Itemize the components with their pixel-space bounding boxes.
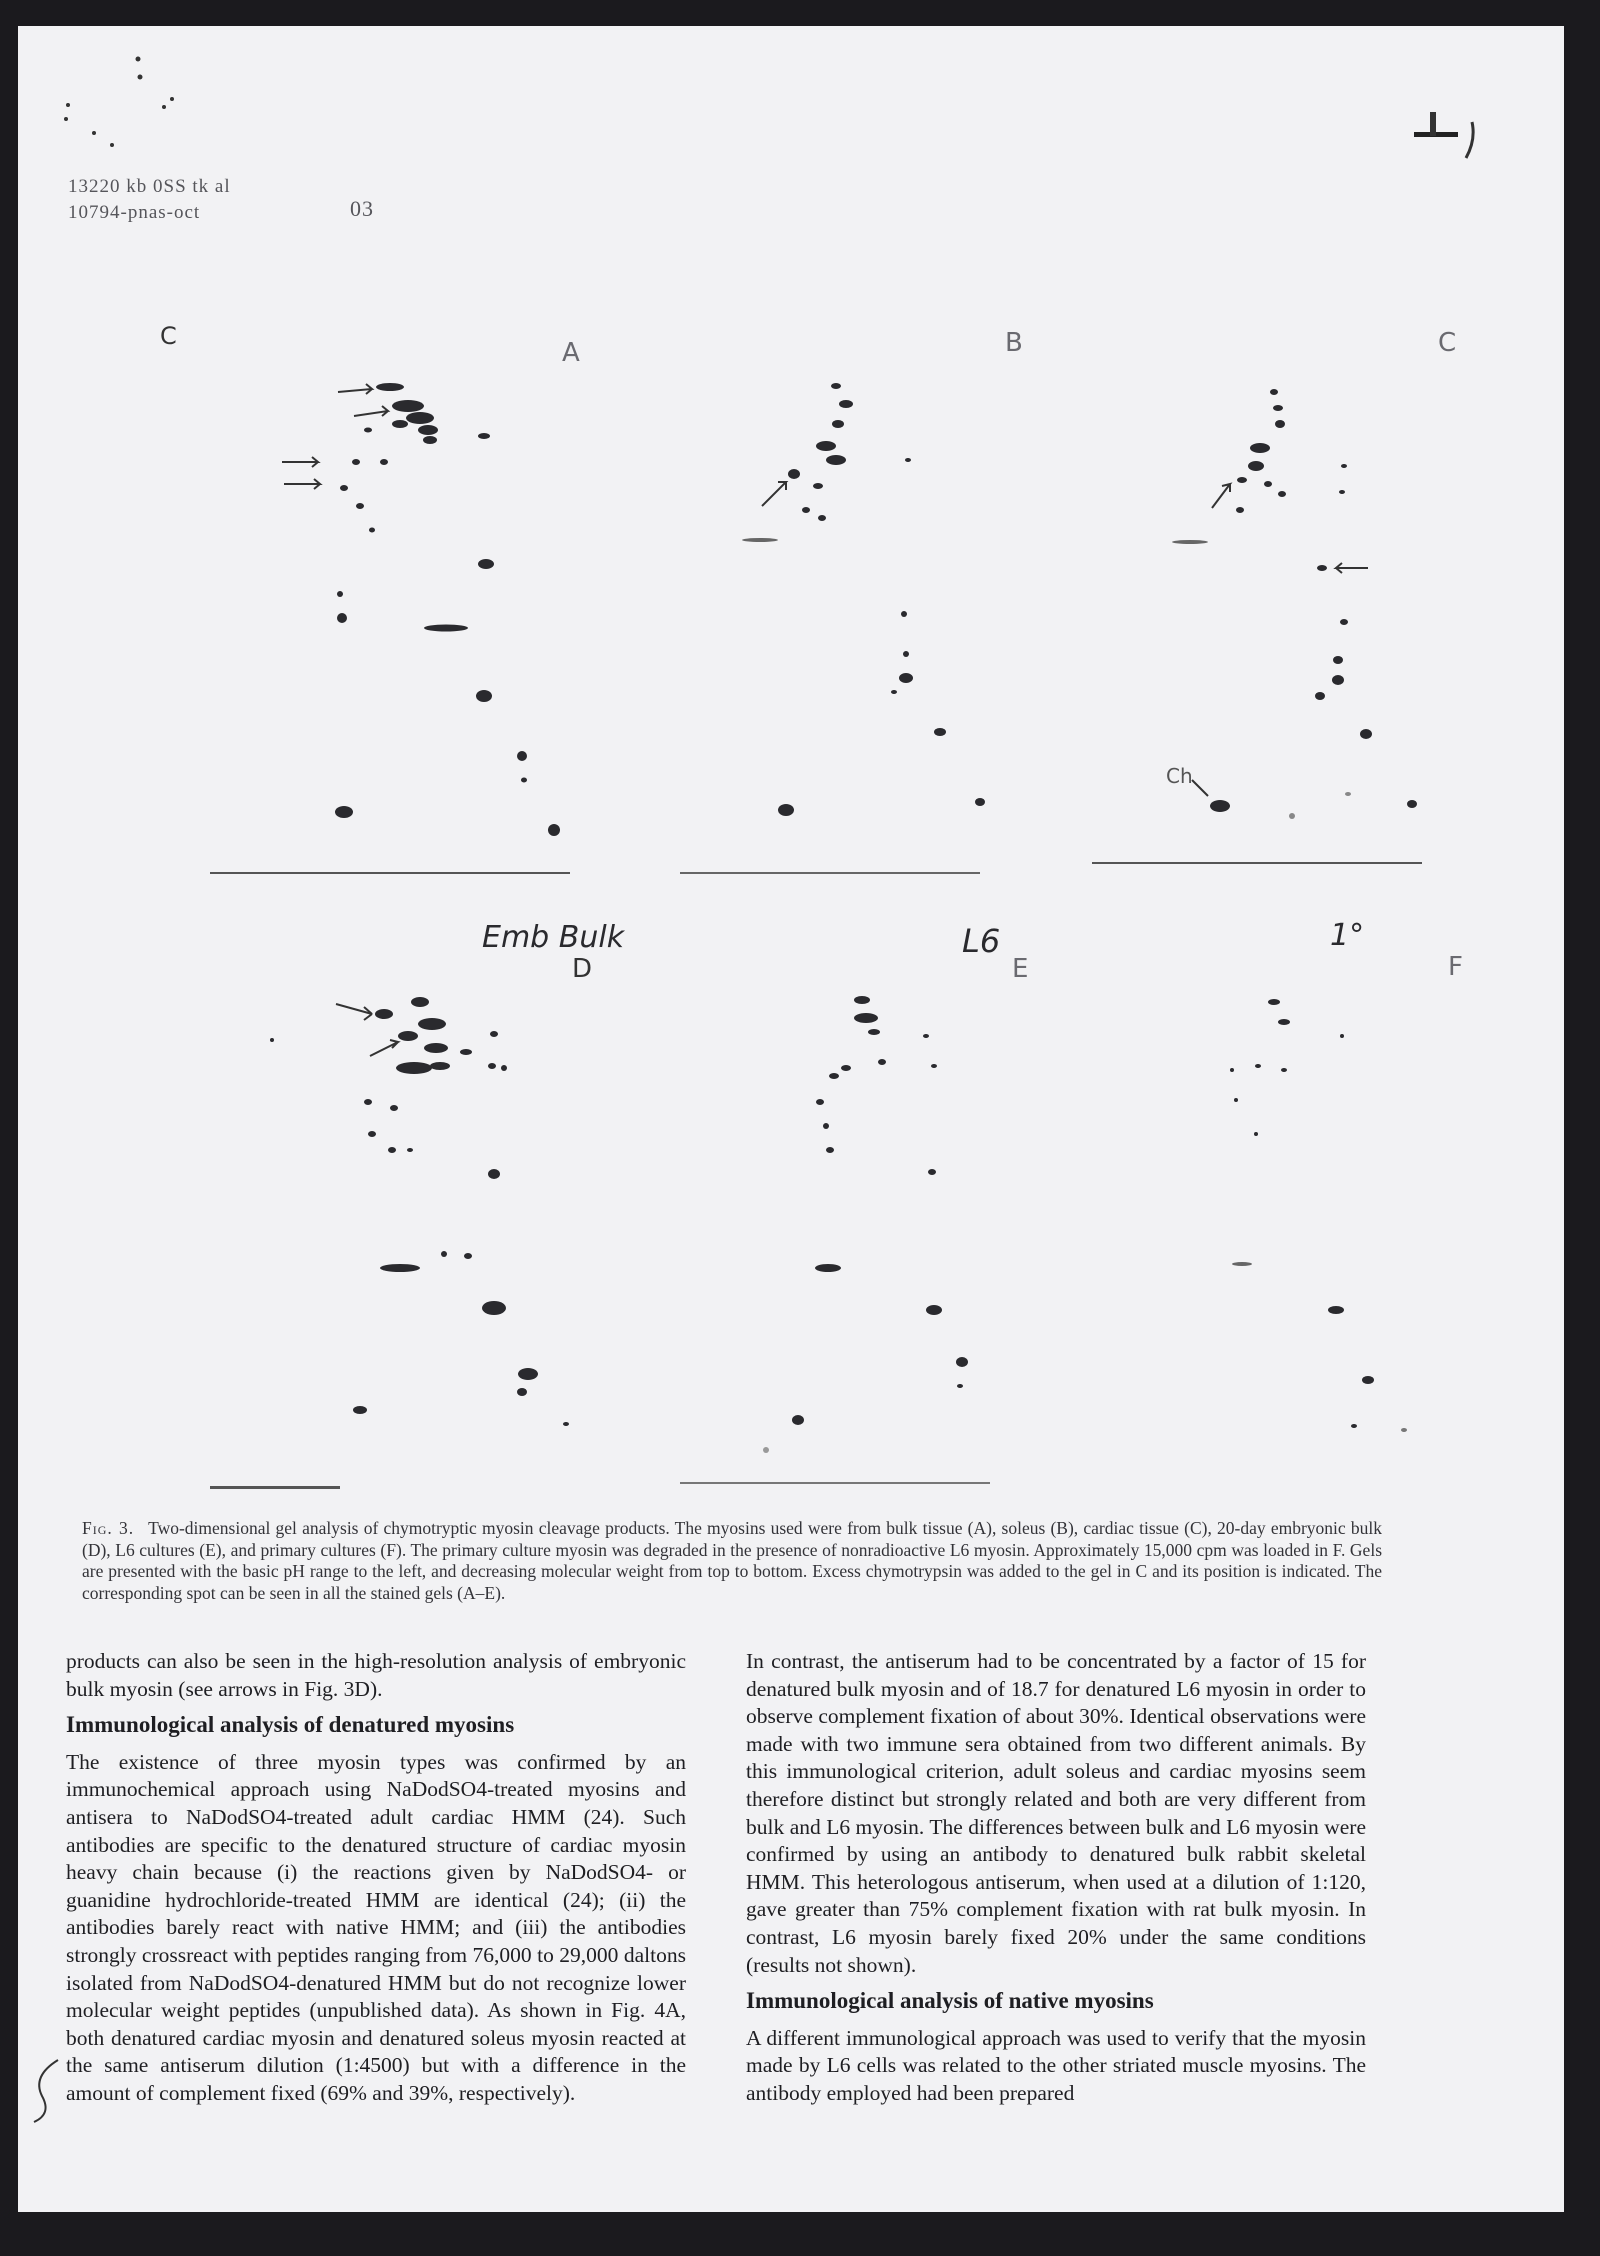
margin-scribble xyxy=(28,2056,68,2126)
header-line-1: 13220 kb 0SS tk al xyxy=(68,176,231,197)
panel-label-d: D xyxy=(572,954,593,984)
handwritten-l6: L6 xyxy=(962,922,1001,960)
gel-f xyxy=(1230,999,1407,1432)
page-mark: 03 xyxy=(350,196,374,221)
section-heading: Immunological analysis of denatured myosins xyxy=(66,1712,515,1738)
handwritten-primary: 1° xyxy=(1330,918,1365,953)
figure-label: Fig. 3. xyxy=(82,1518,135,1538)
gel-e xyxy=(680,996,990,1484)
header-line-2: 10794-pnas-oct xyxy=(68,202,201,223)
section-heading: Immunological analysis of native myosins xyxy=(746,1988,1154,2014)
panel-label-a: A xyxy=(562,338,580,368)
figure-caption xyxy=(82,1518,1382,1604)
gel-b xyxy=(680,383,985,874)
body-column-left xyxy=(66,1648,686,2108)
body-column-right xyxy=(746,1648,1366,2108)
gel-d xyxy=(210,997,569,1489)
paragraph: products can also be seen in the high-resolution analysis of embryonic bulk myosin (see arrows in Fig. 3D). xyxy=(66,1649,686,1701)
gel-a-arrows xyxy=(282,384,388,489)
panel-label-c: C xyxy=(1438,328,1457,358)
gel-a xyxy=(210,383,570,874)
corner-mark: C xyxy=(160,322,177,350)
gel-c xyxy=(1092,389,1422,864)
gel-annotation-ch: Ch xyxy=(1166,764,1193,788)
panel-label-e: E xyxy=(1012,954,1029,984)
paragraph: A different immunological approach was used to verify that the myosin made by L6 cells was related to the other striated muscle myosins. The antibody employed had been prepared xyxy=(746,2025,1366,2105)
paragraph: The existence of three myosin types was confirmed by an immunochemical approach using NaDodSO4-treated myosins and antisera to NaDodSO4-treated adult cardiac HMM (24). Such antibodies are specific to the denatured structure of cardiac myosin heavy chain because (i) the reactions given by NaDodSO4- or guanidine hydrochloride-treated HMM are identical (24); (ii) the antibodies barely react with native HMM; and (iii) the antibodies strongly crossreact with peptides ranging from 76,000 to 29,000 daltons isolated from NaDodSO4-denatured HMM but do not recognize lower molecular weight peptides (unpublished data). As shown in Fig. 4A, both denatured cardiac myosin and denatured soleus myosin reacted at the same antiserum dilution (1:4500) but with a difference in the amount of complement fixed (69% and 39%, respectively). xyxy=(66,1749,686,2105)
caption-text: Two-dimensional gel analysis of chymotryptic myosin cleavage products. The myosins used were from bulk tissue (A), soleus (B), cardiac tissue (C), 20-day embryonic bulk (D), L6 cultures (E), and primary cultures (F). The primary culture myosin was degraded in the presence of nonradioactive L6 myosin. Approximately 15,000 cpm was loaded in F. Gels are presented with the basic pH range to the left, and decreasing molecular weight from top to bottom. Excess chymotrypsin was added to the gel in C and its position is indicated. The corresponding spot can be seen in all the stained gels (A–E). xyxy=(82,1518,1382,1603)
paragraph: In contrast, the antiserum had to be concentrated by a factor of 15 for denatured bulk myosin and of 18.7 for denatured L6 myosin in order to observe complement fixation of about 30%. Identical observations were made with two immune sera obtained from two different animals. By this immunological criterion, adult soleus and cardiac myosins seem therefore distinct but strongly related and both are very different from bulk and L6 myosin. The differences between bulk and L6 myosin were confirmed by using an antibody to denatured bulk rabbit skeletal HMM. This heterologous antiserum, when used at a dilution of 1:120, gave greater than 75% complement fixation with rat bulk myosin. In contrast, L6 myosin barely fixed 20% under the same conditions (results not shown). xyxy=(746,1649,1366,1977)
panel-label-f: F xyxy=(1448,952,1463,982)
panel-label-b: B xyxy=(1005,328,1023,358)
handwritten-emb-bulk: Emb Bulk xyxy=(482,920,625,955)
